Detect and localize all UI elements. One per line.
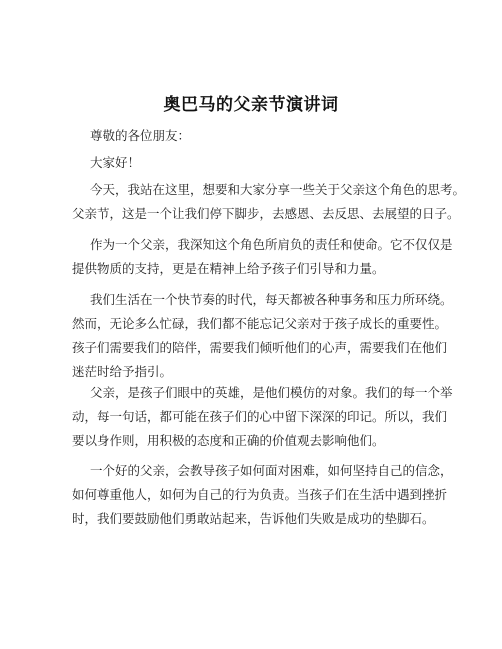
body-paragraph-3 xyxy=(72,288,453,384)
paragraph-line: 时，我们要鼓励他们勇敢站起来，告诉他们失败是成功的垫脚石。 xyxy=(72,511,435,526)
body-paragraph-1 xyxy=(72,178,466,226)
body-paragraph-4 xyxy=(72,381,453,453)
opening-line: 大家好！ xyxy=(90,155,141,170)
paragraph-line: 然而，无论多么忙碌，我们都不能忘记父亲对于孩子成长的重要性。 xyxy=(72,316,448,331)
paragraph-line: 父亲节，这是一个让我们停下脚步，去感恩、去反思、去展望的日子。 xyxy=(72,206,460,221)
body-paragraph-2 xyxy=(72,233,453,281)
opening-paragraph xyxy=(72,151,444,175)
paragraph-line: 我们生活在一个快节奏的时代，每天都被各种事务和压力所环绕。 xyxy=(90,292,453,307)
paragraph-line: 一个好的父亲，会教导孩子如何面对困难，如何坚持自己的信念， xyxy=(90,463,453,478)
greeting-line: 尊敬的各位朋友： xyxy=(90,128,191,143)
paragraph-line: 提供物质的支持，更是在精神上给予孩子们引导和力量。 xyxy=(72,261,385,276)
paragraph-line: 要以身作则，用积极的态度和正确的价值观去影响他们。 xyxy=(72,433,385,448)
document-title: 奥巴马的父亲节演讲词 xyxy=(163,95,339,115)
paragraph-line: 如何尊重他人，如何为自己的行为负责。当孩子们在生活中遇到挫折 xyxy=(72,487,448,502)
paragraph-line: 动，每一句话，都可能在孩子们的心中留下深深的印记。所以，我们 xyxy=(72,409,448,424)
body-paragraph-5 xyxy=(72,459,453,531)
paragraph-line: 孩子们需要我们的陪伴，需要我们倾听他们的心声，需要我们在他们 xyxy=(72,340,448,355)
greeting-paragraph xyxy=(72,124,444,148)
paragraph-line: 父亲，是孩子们眼中的英雄，是他们模仿的对象。我们的每一个举 xyxy=(90,385,453,400)
paragraph-line: 作为一个父亲，我深知这个角色所肩负的责任和使命。它不仅仅是 xyxy=(90,237,453,252)
paragraph-line: 今天，我站在这里，想要和大家分享一些关于父亲这个角色的思考。 xyxy=(90,182,466,197)
paragraph-line: 迷茫时给予指引。 xyxy=(72,364,173,379)
